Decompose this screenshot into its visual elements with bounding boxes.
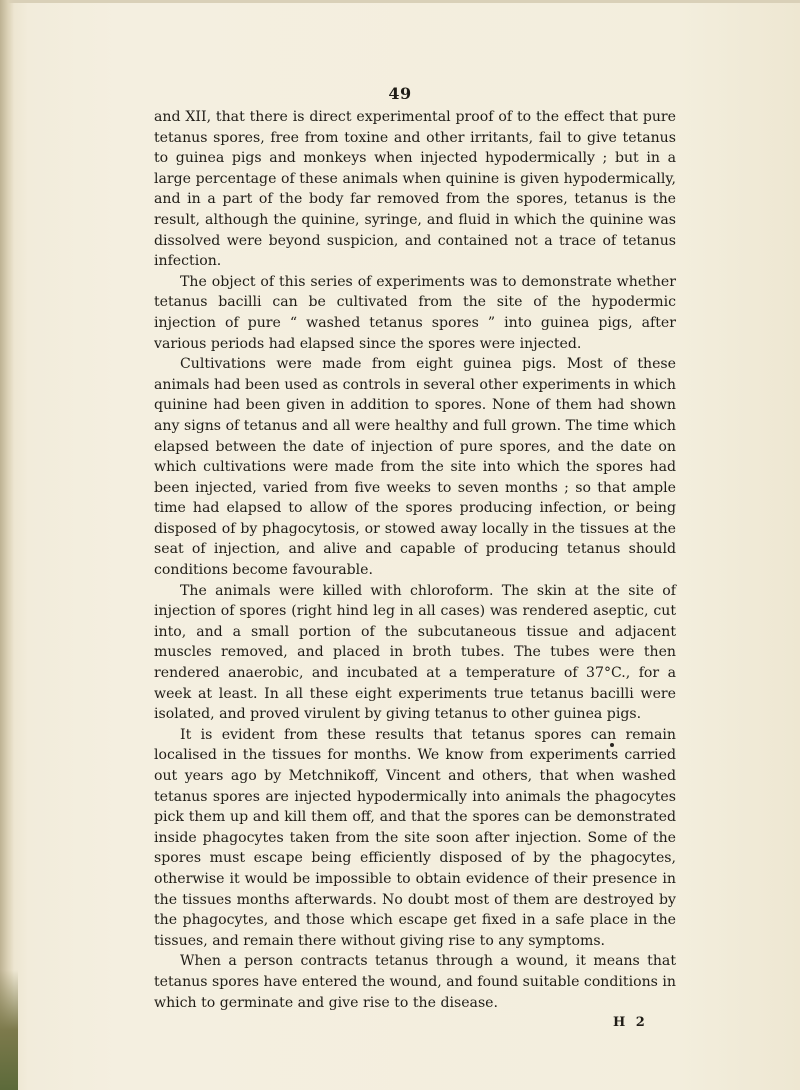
- paragraph-5: It is evident from these results that tetanus spores can remain localised in the tissues for months. We know from experiments carried out years ago by Metchnikoff, Vincent and others, that when washed tetanus spores are injected hypodermically into animals the phagocytes pick them up and kill them off, and that the spores can be demonstrated inside phagocytes taken from the site soon after injection. Some of the spores must escape being efficiently disposed of by the phagocytes, otherwise it would be impossible to obtain evidence of their presence in the tissues months afterwards. No doubt most of them are destroyed by the phagocytes, and those which escape get fixed in a safe place in the tissues, and remain there without giving rise to any symptoms.: [154, 726, 676, 949]
- signature-mark: H 2: [613, 1015, 648, 1030]
- paragraph-6: When a person contracts tetanus through a wound, it means that tetanus spores have entered the wound, and found suitable conditions in which to germinate and give rise to the disease.: [154, 953, 676, 1011]
- page-number: 49: [388, 84, 412, 103]
- paragraph-2: The object of this series of experiments was to demonstrate whether tetanus bacilli can be cultivated from the site of the hypodermic injection of pure “ washed tetanus spores ” into guinea pigs, after various periods had elapsed since the spores were injected.: [154, 273, 676, 352]
- ink-speck: [610, 743, 614, 747]
- body-text: [154, 107, 676, 1013]
- binding-shadow: [0, 0, 14, 1090]
- paragraph-3: Cultivations were made from eight guinea pigs. Most of these animals had been used as controls in several other experiments in which quinine had been given in addition to spores. None of them had shown any signs of tetanus and all were healthy and full grown. The time which elapsed between the date of injection of pure spores, and the date on which cultivations were made from the site into which the spores had been injected, varied from five weeks to seven months ; so that ample time had elapsed to allow of the spores producing infection, or being disposed of by phagocytosis, or stowed away locally in the tissues at the seat of injection, and alive and capable of producing tetanus should conditions become favourable.: [154, 356, 676, 579]
- paragraph-4: The animals were killed with chloroform. The skin at the site of injection of spores (right hind leg in all cases) was rendered aseptic, cut into, and a small portion of the subcutaneous tissue and adjacent muscles removed, and placed in broth tubes. The tubes were then rendered anaerobic, and incubated at a temperature of 37°C., for a week at least. In all these eight experiments true tetanus bacilli were isolated, and proved virulent by giving tetanus to other guinea pigs.: [154, 582, 676, 723]
- paragraph-1: and XII, that there is direct experimental proof of to the effect that pure tetanus spores, free from toxine and other irritants, fail to give tetanus to guinea pigs and monkeys when injected hypodermically ; but in a large percentage of these animals when quinine is given hypodermically, and in a part of the body far removed from the spores, tetanus is the result, although the quinine, syringe, and fluid in which the quinine was dissolved were beyond suspicion, and contained not a trace of tetanus infection.: [154, 109, 676, 270]
- page-corner-stain: [0, 970, 18, 1090]
- page-top-edge: [0, 0, 800, 3]
